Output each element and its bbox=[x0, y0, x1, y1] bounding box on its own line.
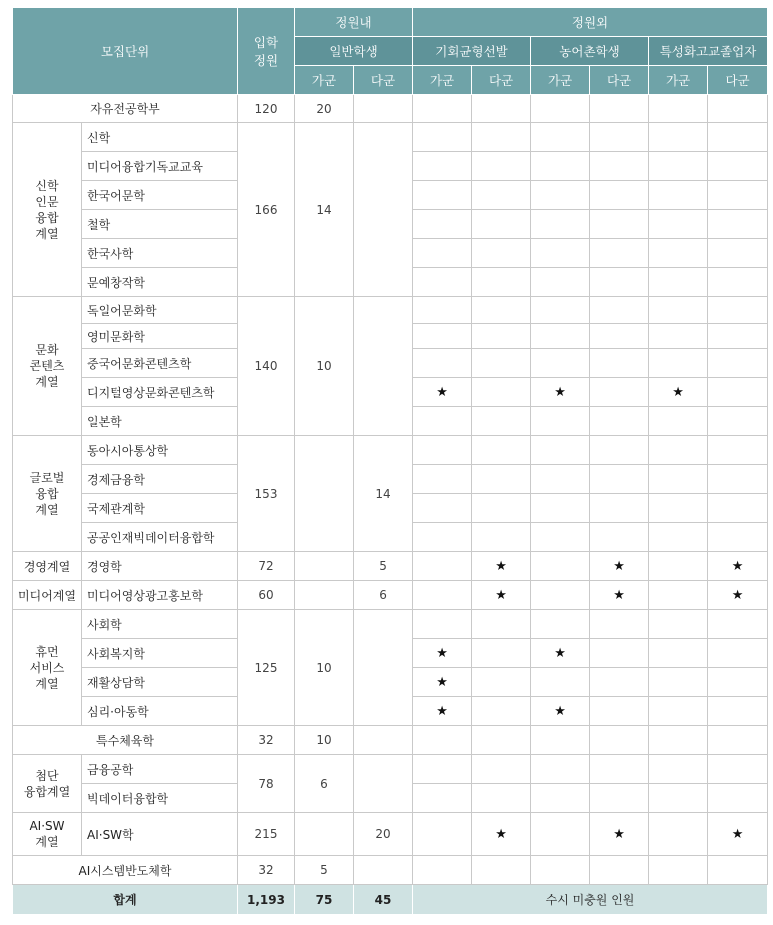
table-row bbox=[13, 610, 768, 639]
dept-name: 미디어영상광고홍보학 bbox=[82, 581, 238, 610]
star-icon: ★ bbox=[413, 639, 472, 668]
star-icon: ★ bbox=[531, 378, 590, 407]
group-text: 신학 인문 융합 계열 bbox=[35, 178, 59, 241]
star-icon: ★ bbox=[413, 697, 472, 726]
general-ga-cell: 10 bbox=[295, 297, 354, 436]
star-icon: ★ bbox=[708, 581, 768, 610]
header-general-da: 다군 bbox=[354, 66, 413, 95]
total-note: 수시 미충원 인원 bbox=[413, 885, 768, 915]
total-ga: 75 bbox=[295, 885, 354, 915]
table-row bbox=[13, 726, 768, 755]
quota-cell: 32 bbox=[238, 856, 295, 885]
star-icon: ★ bbox=[590, 813, 649, 856]
quota-cell: 120 bbox=[238, 95, 295, 123]
quota-cell: 72 bbox=[238, 552, 295, 581]
star-icon: ★ bbox=[590, 552, 649, 581]
table-row bbox=[13, 297, 768, 324]
dept-name: 경영학 bbox=[82, 552, 238, 581]
general-ga-cell: 5 bbox=[295, 856, 354, 885]
group-label bbox=[13, 610, 82, 726]
dept-name: 한국사학 bbox=[82, 239, 238, 268]
star-icon: ★ bbox=[472, 552, 531, 581]
quota-cell: 32 bbox=[238, 726, 295, 755]
dept-name: 한국어문학 bbox=[82, 181, 238, 210]
group-label: 경영계열 bbox=[13, 552, 82, 581]
group-text: 첨단 융합계열 bbox=[23, 768, 71, 799]
group-text: 글로벌 융합 계열 bbox=[29, 470, 65, 517]
general-ga-cell: 10 bbox=[295, 726, 354, 755]
general-da-cell: 20 bbox=[354, 813, 413, 856]
header-out-quota: 정원외 bbox=[413, 8, 768, 37]
star-icon: ★ bbox=[708, 552, 768, 581]
header-rural-ga: 가군 bbox=[531, 66, 590, 95]
row-name: 자유전공학부 bbox=[13, 95, 238, 123]
dept-name: 사회학 bbox=[82, 610, 238, 639]
header-quota bbox=[238, 8, 295, 95]
star-icon: ★ bbox=[590, 581, 649, 610]
total-label: 합계 bbox=[13, 885, 238, 915]
group-label bbox=[13, 755, 82, 813]
dept-name: 중국어문화콘텐츠학 bbox=[82, 349, 238, 378]
header-quota-text: 입학 정원 bbox=[253, 35, 279, 68]
total-quota: 1,193 bbox=[238, 885, 295, 915]
table-row bbox=[13, 755, 768, 784]
table-row bbox=[13, 856, 768, 885]
dept-name: 디지털영상문화콘텐츠학 bbox=[82, 378, 238, 407]
dept-name: 독일어문화학 bbox=[82, 297, 238, 324]
dept-name: 국제관계학 bbox=[82, 494, 238, 523]
dept-name: 영미문화학 bbox=[82, 324, 238, 349]
star-icon: ★ bbox=[708, 813, 768, 856]
table-row bbox=[13, 436, 768, 465]
group-text: 문화 콘텐츠 계열 bbox=[29, 343, 65, 389]
group-text: AI·SW 계열 bbox=[29, 819, 65, 849]
dept-name: 공공인재빅데이터융합학 bbox=[82, 523, 238, 552]
group-label bbox=[13, 297, 82, 436]
general-ga-cell: 10 bbox=[295, 610, 354, 726]
quota-cell: 153 bbox=[238, 436, 295, 552]
quota-cell: 140 bbox=[238, 297, 295, 436]
header-balanced: 기회균형선발 bbox=[413, 37, 531, 66]
header-balanced-da: 다군 bbox=[472, 66, 531, 95]
table-row bbox=[13, 95, 768, 123]
general-da-cell: 14 bbox=[354, 436, 413, 552]
total-row bbox=[13, 885, 768, 915]
quota-cell: 60 bbox=[238, 581, 295, 610]
general-ga-cell: 6 bbox=[295, 755, 354, 813]
header-balanced-ga: 가군 bbox=[413, 66, 472, 95]
header-rural-da: 다군 bbox=[590, 66, 649, 95]
group-label: 미디어계열 bbox=[13, 581, 82, 610]
dept-name: 미디어융합기독교교육 bbox=[82, 152, 238, 181]
star-icon: ★ bbox=[413, 378, 472, 407]
header-special-da: 다군 bbox=[708, 66, 768, 95]
table-row bbox=[13, 552, 768, 581]
group-label bbox=[13, 813, 82, 856]
row-name: AI시스템반도체학 bbox=[13, 856, 238, 885]
dept-name: 심리·아동학 bbox=[82, 697, 238, 726]
header-special-hs: 특성화고교졸업자 bbox=[649, 37, 768, 66]
row-name: 특수체육학 bbox=[13, 726, 238, 755]
header-rural: 농어촌학생 bbox=[531, 37, 649, 66]
general-ga-cell: 14 bbox=[295, 123, 354, 297]
star-icon: ★ bbox=[531, 639, 590, 668]
quota-cell: 215 bbox=[238, 813, 295, 856]
dept-name: 철학 bbox=[82, 210, 238, 239]
header-in-quota: 정원내 bbox=[295, 8, 413, 37]
header-general-ga: 가군 bbox=[295, 66, 354, 95]
total-da: 45 bbox=[354, 885, 413, 915]
dept-name: 문예창작학 bbox=[82, 268, 238, 297]
star-icon: ★ bbox=[472, 813, 531, 856]
dept-name: AI·SW학 bbox=[82, 813, 238, 856]
dept-name: 경제금융학 bbox=[82, 465, 238, 494]
dept-name: 사회복지학 bbox=[82, 639, 238, 668]
group-label bbox=[13, 123, 82, 297]
quota-cell: 78 bbox=[238, 755, 295, 813]
dept-name: 동아시아통상학 bbox=[82, 436, 238, 465]
admission-quota-table bbox=[12, 7, 768, 915]
dept-name: 신학 bbox=[82, 123, 238, 152]
header-special-ga: 가군 bbox=[649, 66, 708, 95]
general-ga-cell: 20 bbox=[295, 95, 354, 123]
general-da-cell: 6 bbox=[354, 581, 413, 610]
header-unit: 모집단위 bbox=[13, 8, 238, 95]
dept-name: 금융공학 bbox=[82, 755, 238, 784]
star-icon: ★ bbox=[649, 378, 708, 407]
star-icon: ★ bbox=[531, 697, 590, 726]
quota-cell: 166 bbox=[238, 123, 295, 297]
table-row bbox=[13, 813, 768, 856]
table-row bbox=[13, 123, 768, 152]
general-da-cell: 5 bbox=[354, 552, 413, 581]
star-icon: ★ bbox=[472, 581, 531, 610]
quota-cell: 125 bbox=[238, 610, 295, 726]
group-label bbox=[13, 436, 82, 552]
dept-name: 재활상담학 bbox=[82, 668, 238, 697]
header-general: 일반학생 bbox=[295, 37, 413, 66]
dept-name: 빅데이터융합학 bbox=[82, 784, 238, 813]
star-icon: ★ bbox=[413, 668, 472, 697]
group-text: 휴먼 서비스 계열 bbox=[29, 644, 65, 691]
table-row bbox=[13, 581, 768, 610]
dept-name: 일본학 bbox=[82, 407, 238, 436]
